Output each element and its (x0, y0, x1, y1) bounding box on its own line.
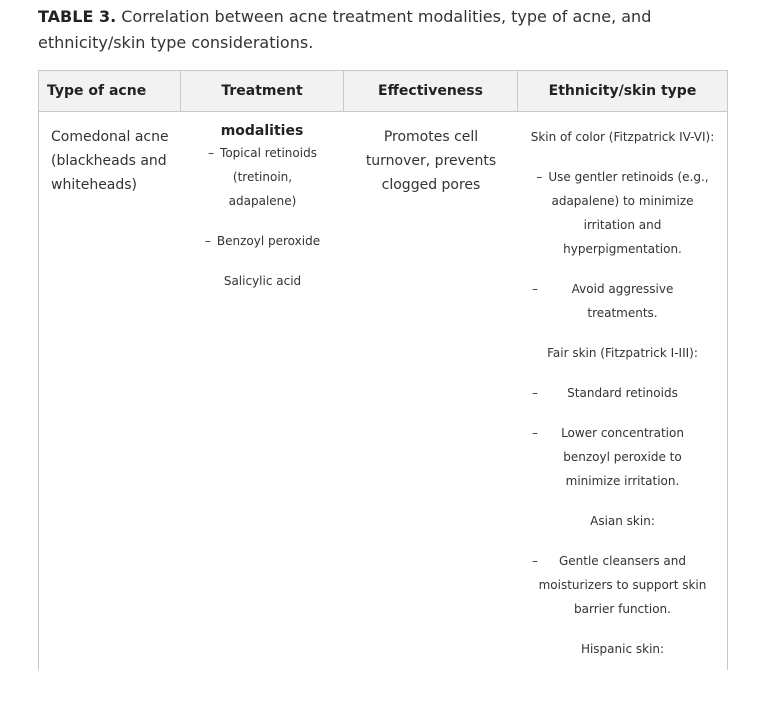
treatment-item-salicylic-acid: Salicylic acid (223, 274, 302, 288)
acne-type-line: (blackheads and (51, 153, 167, 169)
cell-ethnicity-skin-type (518, 125, 727, 661)
header-treatment-modalities: Treatment modalities (181, 71, 344, 111)
item-text: benzoyl peroxide to (563, 450, 682, 464)
dash-marker: – (208, 146, 215, 160)
acne-type-line: whiteheads) (51, 177, 138, 193)
item-text: Gentle cleansers and (558, 554, 686, 568)
header-effectiveness: Effectiveness (344, 71, 518, 111)
skin-of-color-item (518, 165, 727, 189)
fair-skin-heading: Fair skin (Fitzpatrick I-III): (547, 346, 698, 360)
item-text: adapalene) to minimize (551, 194, 694, 208)
treatment-item-topical-retinoids (181, 141, 344, 165)
item-text: hyperpigmentation. (563, 242, 682, 256)
cell-treatment-modalities (181, 141, 344, 293)
table-title: Correlation between acne treatment modalities, type of acne, and ethnicity/skin type considerations. (38, 7, 652, 52)
header-ethnicity-skin-type: Ethnicity/skin type (548, 83, 697, 99)
dash-marker: – (536, 170, 543, 184)
item-text: minimize irritation. (565, 474, 680, 488)
effectiveness-line: clogged pores (381, 177, 481, 193)
item-text: treatments. (587, 306, 658, 320)
treatment-text: Topical retinoids (220, 146, 317, 160)
treatment-text: (tretinoin, (232, 170, 293, 184)
treatment-item-benzoyl-peroxide (181, 229, 344, 253)
effectiveness-line: Promotes cell (383, 129, 479, 145)
dash-marker: – (204, 234, 211, 248)
asian-skin-item (518, 549, 727, 621)
item-text: barrier function. (574, 602, 671, 616)
item-text: Use gentler retinoids (e.g., (548, 170, 709, 184)
item-text: Standard retinoids (567, 386, 678, 400)
fair-skin-item (518, 381, 727, 405)
effectiveness-line: turnover, prevents (365, 153, 497, 169)
header-type-of-acne: Type of acne (39, 71, 181, 111)
table-caption (38, 4, 738, 56)
skin-of-color-item (518, 277, 727, 325)
treatment-text: adapalene) (228, 194, 297, 208)
dash-marker: – (532, 386, 538, 400)
acne-type-line: Comedonal acne (51, 129, 169, 145)
item-text: irritation and (583, 218, 662, 232)
table-label: TABLE 3. (38, 7, 117, 26)
acne-treatment-table (38, 70, 728, 670)
cell-acne-type (51, 125, 181, 197)
dash-marker: – (532, 554, 538, 568)
treatment-text: Benzoyl peroxide (216, 234, 321, 248)
cell-effectiveness (344, 125, 518, 197)
item-text: Avoid aggressive (571, 282, 674, 296)
asian-skin-heading: Asian skin: (590, 514, 655, 528)
hispanic-skin-heading: Hispanic skin: (580, 642, 665, 656)
dash-marker: – (532, 426, 538, 440)
fair-skin-item (518, 421, 727, 493)
item-text: Lower concentration (561, 426, 684, 440)
skin-of-color-heading: Skin of color (Fitzpatrick IV-VI): (530, 130, 715, 144)
dash-marker: – (532, 282, 538, 296)
item-text: moisturizers to support skin (538, 578, 707, 592)
